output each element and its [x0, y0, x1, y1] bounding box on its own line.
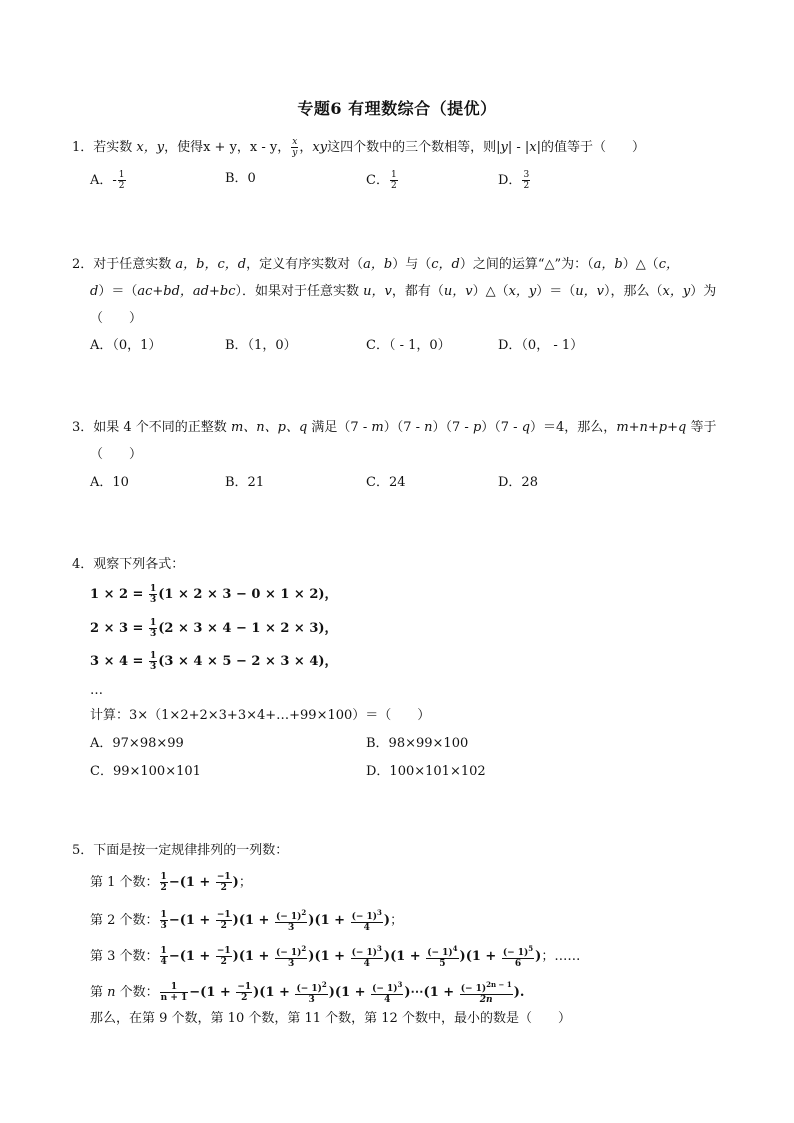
q2-var: d	[90, 284, 99, 299]
q5-math: (1 +	[423, 985, 459, 1000]
q5-item-label: 个数：	[115, 985, 159, 1000]
q5-frac-num	[502, 944, 534, 959]
q5-frac-den: 2	[241, 993, 248, 1003]
question-4-head: 4．观察下列各式：	[72, 557, 185, 572]
q3-text: 等于	[686, 420, 717, 435]
q5-exp: 2	[301, 944, 307, 953]
q4-ellipsis: …	[90, 683, 103, 698]
q1-option-c-label: C．	[366, 173, 389, 188]
q4-formula-text: (3 × 4 × 5 − 2 × 3 × 4)，	[158, 654, 338, 669]
q1-option-d-label: D．	[498, 173, 522, 188]
q5-math: )	[232, 913, 239, 928]
q1-option-a-label: A．	[90, 173, 113, 188]
q2-text: ）△（	[472, 284, 509, 299]
q5-frac-num: −1	[237, 982, 252, 992]
q3-option-a[interactable]: A．10	[90, 475, 129, 490]
q5-frac	[502, 944, 534, 969]
q5-frac-num	[371, 980, 403, 995]
q5-neg1: (− 1)	[296, 984, 322, 994]
q5-frac-num	[295, 980, 327, 995]
q5-punct: ；……	[541, 949, 581, 964]
question-2-line-1	[72, 256, 679, 274]
q5-frac-den: 4	[384, 995, 391, 1005]
q2-var: u，v	[575, 284, 604, 299]
q2-text: ）为	[690, 284, 717, 299]
q5-math: ⋯	[410, 985, 424, 1000]
q1-text-c: ，	[299, 140, 313, 155]
q2-text: 2．对于任意实数	[72, 257, 176, 272]
q5-math: )	[308, 949, 315, 964]
q2-option-d[interactable]: D．（0， - 1）	[498, 338, 584, 353]
q5-frac-num: −1	[216, 946, 231, 956]
q5-math: )	[253, 985, 260, 1000]
q1-option-a[interactable]	[90, 170, 127, 191]
q5-neg1: (− 1)	[275, 912, 302, 922]
q5-math: (1 +	[314, 949, 350, 964]
q1-a-den: 2	[118, 181, 125, 191]
page-title: 专题6 有理数综合（提优）	[297, 99, 497, 118]
q4-formula-3	[90, 651, 338, 672]
q4-option-d[interactable]: D．100×101×102	[366, 764, 486, 779]
q3-option-d[interactable]: D．28	[498, 475, 538, 490]
question-1-stem	[72, 137, 645, 158]
q3-text: 满足（7 -	[307, 420, 372, 435]
q5-frac-den: 3	[288, 923, 295, 933]
q5-math: )	[232, 875, 239, 890]
q5-exp: 3	[377, 908, 382, 917]
q5-frac-num: 1	[160, 982, 189, 993]
q5-math: (1 +	[334, 985, 371, 1000]
q2-text: ），那么（	[604, 284, 663, 299]
q5-frac	[216, 910, 232, 931]
question-3-line-1	[72, 419, 716, 437]
q1-option-a-fraction	[118, 170, 126, 191]
q5-frac-num: −1	[216, 872, 231, 882]
q5-frac	[275, 908, 307, 933]
q3-text: ）（7 -	[383, 420, 425, 435]
q5-frac-den: n + 1	[160, 993, 188, 1003]
q1-xy: xy	[312, 140, 328, 155]
q1-text-a: 1．若实数	[72, 140, 137, 155]
q2-text: ，定义有序实数对（	[246, 257, 364, 272]
q5-frac-num	[460, 980, 513, 995]
q5-math: −(1 +	[189, 985, 236, 1000]
q3-text: ）＝4，那么，	[530, 420, 617, 435]
q4-third-num: 1	[149, 584, 157, 594]
q5-frac-den: 2	[220, 921, 227, 931]
q1-d-num: 3	[523, 170, 530, 180]
q2-var: a，b	[363, 257, 393, 272]
q1-abs-x: x	[529, 140, 537, 155]
q1-text-b: ，使得x + y，x - y，	[164, 140, 291, 155]
q5-frac	[351, 944, 383, 969]
q2-var: a，b，c，d	[175, 257, 247, 272]
q2-var: u，v	[363, 284, 392, 299]
q5-punct: ；	[390, 913, 404, 928]
q5-frac-num: −1	[216, 910, 231, 920]
q2-text: ）．如果对于任意实数	[235, 284, 364, 299]
q3-var: m+n+p+q	[616, 420, 687, 435]
question-2-answer-blank: （ ）	[90, 311, 143, 326]
q5-frac	[216, 946, 232, 967]
q3-text: ）（7 -	[481, 420, 522, 435]
q2-var: x，y	[508, 284, 537, 299]
q5-frac	[371, 980, 403, 1005]
q2-var: u，v	[443, 284, 473, 299]
q5-item-1	[90, 872, 252, 893]
q4-fraction-third	[149, 584, 157, 605]
q5-item-label: 第 3 个数：	[90, 949, 159, 964]
q2-var: ac+bd，ad+bc	[137, 284, 236, 299]
q1-option-d[interactable]	[498, 170, 531, 191]
q5-item-label: 第 2 个数：	[90, 913, 159, 928]
q5-math: (1 +	[238, 913, 274, 928]
q5-frac	[216, 872, 232, 893]
q5-math: )	[328, 985, 335, 1000]
q5-frac-num: 1	[160, 872, 167, 882]
q1-vars: x，y	[136, 140, 165, 155]
q5-neg1: (− 1)	[502, 948, 529, 958]
q4-option-c[interactable]: C．99×100×101	[90, 764, 201, 779]
q1-option-c-fraction	[390, 170, 398, 191]
q2-text: ）＝（	[98, 284, 138, 299]
q1-text-f: |的值等于（ ）	[536, 140, 645, 155]
q3-option-c[interactable]: C．24	[366, 475, 406, 490]
q5-math: )	[404, 985, 411, 1000]
q5-frac-num	[426, 944, 458, 959]
q1-option-c[interactable]	[366, 170, 399, 191]
q5-math: (1 +	[238, 949, 274, 964]
question-5-head: 5．下面是按一定规律排列的一列数：	[72, 843, 289, 858]
q5-exp: 3	[377, 944, 382, 953]
q5-frac	[460, 980, 513, 1005]
q4-option-a[interactable]: A．97×98×99	[90, 736, 184, 751]
q5-math: )	[383, 913, 391, 928]
q5-exp: 2	[301, 908, 307, 917]
q2-text: ）＝（	[536, 284, 576, 299]
q2-text: ）△（	[622, 257, 659, 272]
q5-math: )	[513, 985, 520, 1000]
q5-frac-den: 5	[439, 959, 446, 969]
q5-frac-den: 2	[220, 957, 227, 967]
q1-abs-y: y	[500, 140, 508, 155]
q5-frac-num	[351, 908, 383, 923]
q2-text: ，都有（	[391, 284, 444, 299]
q5-frac	[236, 982, 252, 1003]
q4-third-den: 3	[149, 662, 157, 672]
q5-exp: 2	[321, 980, 327, 989]
q4-formula-text: (2 × 3 × 4 − 1 × 2 × 3)，	[158, 621, 338, 636]
q5-math: (1 +	[390, 949, 426, 964]
question-2-line-2	[90, 283, 716, 301]
q1-frac-num: x	[292, 137, 298, 147]
q5-neg1: (− 1)	[427, 948, 453, 958]
q4-formula-text: 1 × 2 =	[90, 587, 148, 602]
q2-var: x，y	[662, 284, 691, 299]
q5-exp: 3	[397, 980, 403, 989]
q5-frac	[275, 944, 307, 969]
q5-frac-den: 2	[160, 883, 167, 893]
q3-var: m、n、p、q	[230, 420, 308, 435]
q5-frac	[351, 908, 383, 933]
q5-frac-num	[351, 944, 383, 959]
q1-frac-den: y	[292, 148, 298, 158]
q5-frac	[295, 980, 327, 1005]
q5-math: )	[383, 949, 391, 964]
q5-frac-den: 3	[308, 995, 315, 1005]
q4-formula-2	[90, 618, 338, 639]
q5-frac-den: 2	[220, 883, 227, 893]
q2-var: c，d	[431, 257, 460, 272]
q4-formula-text: 2 × 3 =	[90, 621, 148, 636]
q5-neg1: (− 1)	[372, 984, 398, 994]
q4-fraction-third	[149, 618, 157, 639]
q5-exp: 2n − 1	[486, 980, 512, 989]
q2-var: c，	[658, 257, 679, 272]
q5-frac-den: 4	[160, 957, 167, 967]
q4-formula-text: (1 × 2 × 3 − 0 × 1 × 2)，	[158, 587, 338, 602]
q3-var: m	[371, 420, 384, 435]
q5-neg1: (− 1)	[460, 984, 487, 994]
q5-frac-den: 3	[160, 921, 167, 931]
q2-text: ）与（	[392, 257, 432, 272]
q5-math: −(1 +	[168, 875, 215, 890]
q1-d-den: 2	[523, 181, 530, 191]
q5-math: −(1 +	[168, 913, 215, 928]
q5-punct: .	[519, 985, 525, 1000]
q5-frac-lead	[160, 910, 168, 931]
q3-text: ）（7 -	[432, 420, 473, 435]
q2-option-b[interactable]: B．（1，0）	[225, 338, 297, 353]
q4-third-num: 1	[149, 651, 157, 661]
q5-item-label: 第	[90, 985, 108, 1000]
q4-formula-text: 3 × 4 =	[90, 654, 148, 669]
q2-option-a[interactable]: A．（0，1）	[90, 338, 162, 353]
q1-c-den: 2	[390, 181, 397, 191]
q5-var-n: n	[107, 985, 116, 1000]
q5-math: )	[232, 949, 239, 964]
q5-frac-num: 1	[160, 910, 167, 920]
q5-exp: 5	[528, 944, 534, 953]
q4-third-den: 3	[149, 629, 157, 639]
q4-calc: 计算：3×（1×2+2×3+3×4+…+99×100）＝（ ）	[90, 708, 431, 723]
q4-fraction-third	[149, 651, 157, 672]
q5-frac-den: 6	[514, 959, 522, 969]
q5-punct: ；	[238, 875, 252, 890]
q4-third-den: 3	[149, 595, 157, 605]
q5-frac-num	[275, 944, 307, 959]
q4-formula-1	[90, 584, 338, 605]
q4-third-num: 1	[149, 618, 157, 628]
q5-math: )	[535, 949, 542, 964]
q5-frac-lead	[160, 946, 168, 967]
q4-option-b[interactable]: B．98×99×100	[366, 736, 469, 751]
q3-text: 3．如果 4 个不同的正整数	[72, 420, 231, 435]
q1-option-b[interactable]: B．0	[225, 171, 256, 186]
q5-exp: 4	[452, 944, 458, 953]
q3-var: p	[472, 420, 482, 435]
q5-item-3	[90, 944, 580, 969]
q5-frac-lead	[160, 872, 168, 893]
q5-math: −(1 +	[168, 949, 215, 964]
q3-var: n	[424, 420, 433, 435]
q5-frac-lead	[160, 982, 189, 1003]
q5-question: 那么，在第 9 个数，第 10 个数，第 11 个数，第 12 个数中，最小的数是（ ）	[90, 1011, 571, 1026]
q5-frac-den: 4	[363, 923, 370, 933]
q5-frac	[426, 944, 458, 969]
q5-item-label: 第 1 个数：	[90, 875, 159, 890]
q1-text-e: | - |	[507, 140, 530, 155]
q1-a-num: 1	[118, 170, 125, 180]
q1-option-d-fraction	[522, 170, 530, 191]
q2-text: ）之间的运算“△”为：（	[459, 257, 594, 272]
q5-math: )	[459, 949, 466, 964]
q5-math: )	[308, 913, 315, 928]
q3-var: q	[521, 420, 531, 435]
q1-text-d: 这四个数中的三个数相等，则|	[327, 140, 501, 155]
q5-item-n	[90, 980, 524, 1005]
q1-c-num: 1	[390, 170, 397, 180]
q5-frac-den: 3	[288, 959, 295, 969]
q5-neg1: (− 1)	[351, 912, 378, 922]
q5-neg1: (− 1)	[351, 948, 378, 958]
q1-option-a-sign: -	[112, 173, 117, 188]
question-3-answer-blank: （ ）	[90, 447, 143, 462]
q5-neg1: (− 1)	[275, 948, 302, 958]
q2-option-c[interactable]: C．（ - 1，0）	[366, 338, 451, 353]
q5-math: (1 +	[259, 985, 295, 1000]
q5-frac-num: 1	[160, 946, 167, 956]
q5-math: (1 +	[465, 949, 501, 964]
q5-math: (1 +	[314, 913, 350, 928]
q5-frac-den: 2n	[479, 995, 493, 1005]
q3-option-b[interactable]: B．21	[225, 475, 265, 490]
q2-var: a，b	[593, 257, 623, 272]
q5-item-2	[90, 908, 403, 933]
q5-frac-num	[275, 908, 307, 923]
q5-frac-den: 4	[363, 959, 370, 969]
q1-fraction-x-over-y	[291, 137, 298, 158]
